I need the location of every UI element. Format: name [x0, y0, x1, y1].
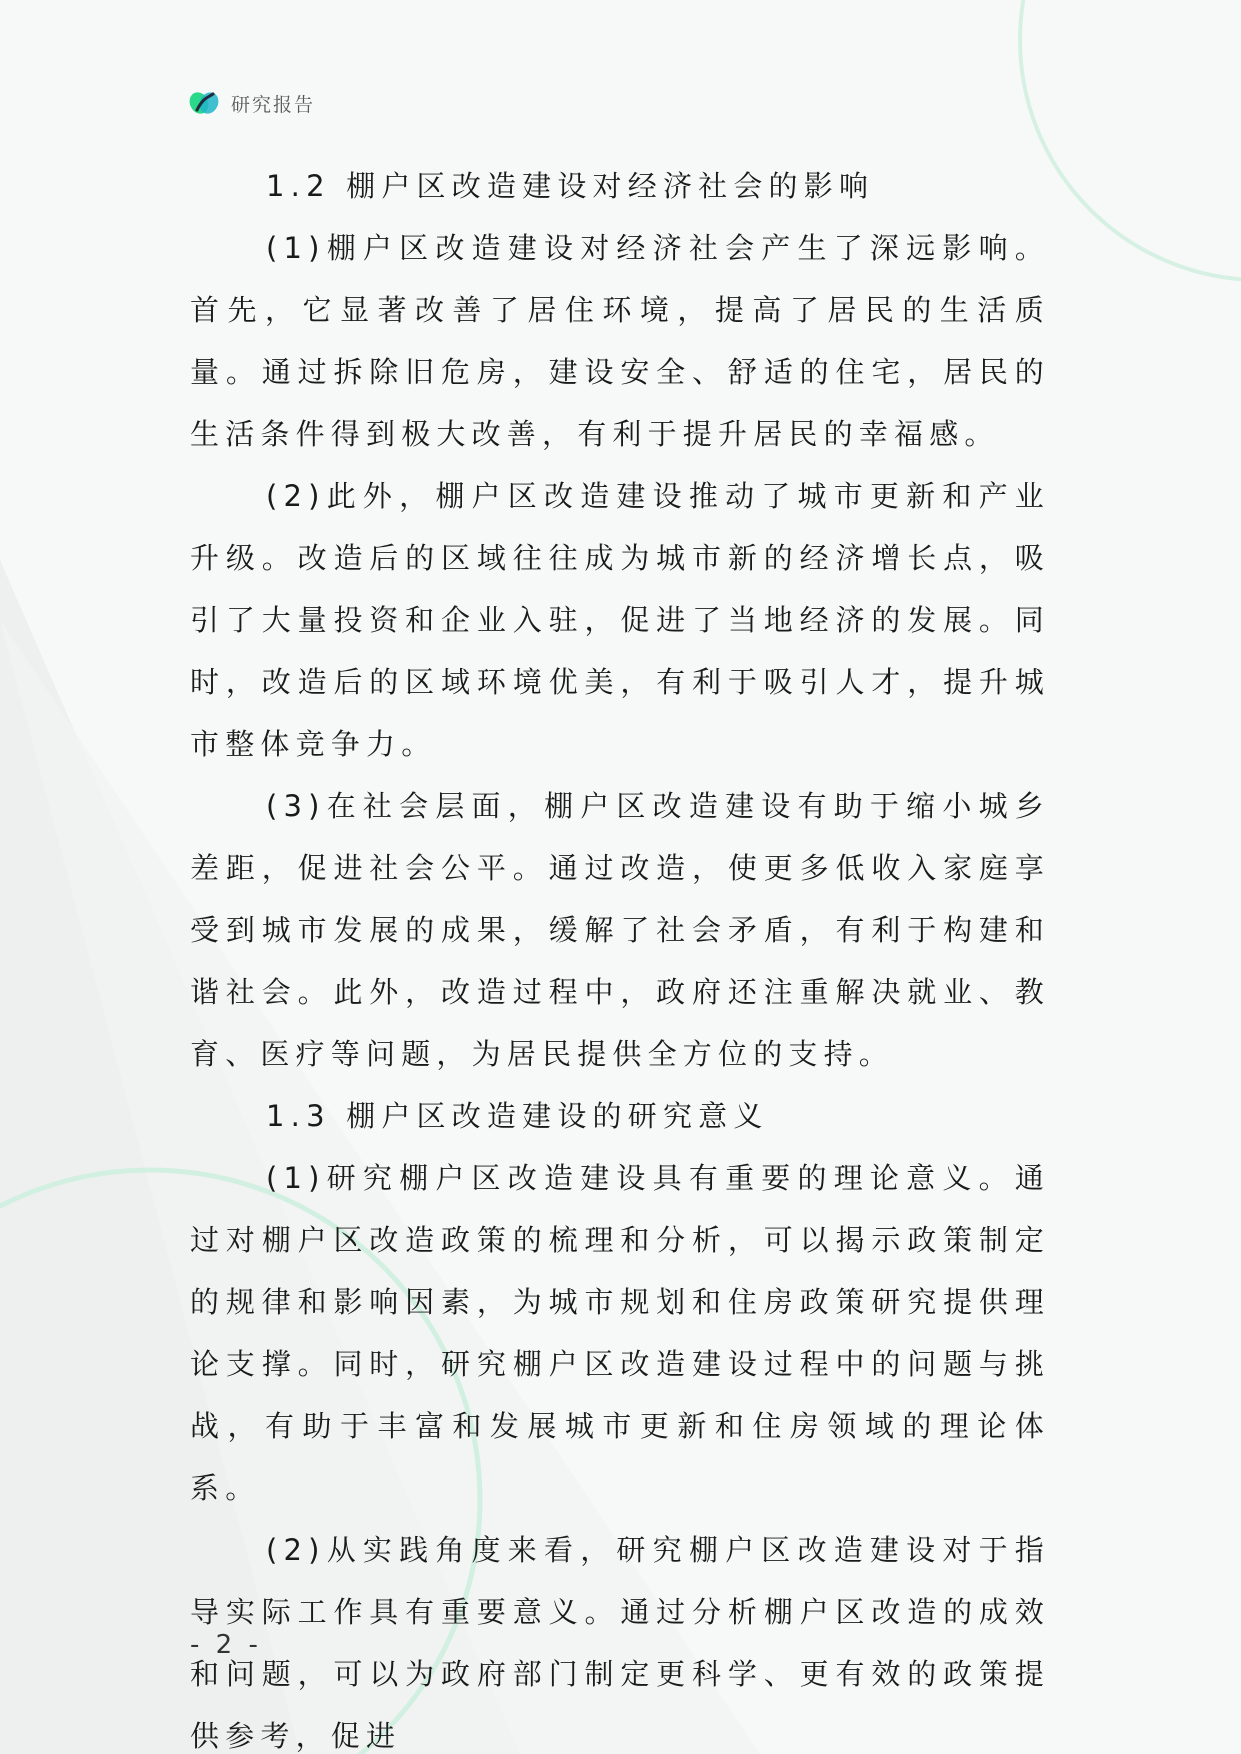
body-paragraph: (2)从实践角度来看，研究棚户区改造建设对于指导实际工作具有重要意义。通过分析棚户区改造的成效和问题，可以为政府部门制定更科学、更有效的政策提供参考，促进	[190, 1533, 1050, 1753]
page-number: - 2 -	[190, 1630, 262, 1660]
section-heading: 1.2 棚户区改造建设对经济社会的影响	[266, 169, 875, 203]
body-paragraph: (1)棚户区改造建设对经济社会产生了深远影响。首先，它显著改善了居住环境，提高了居民的生活质量。通过拆除旧危房，建设安全、舒适的住宅，居民的生活条件得到极大改善，有利于提升居民的幸福感。	[190, 231, 1050, 451]
report-header	[187, 88, 315, 118]
leaf-logo-icon	[187, 88, 223, 118]
section-heading: 1.3 棚户区改造建设的研究意义	[266, 1099, 769, 1133]
document-body	[190, 155, 1050, 1754]
body-paragraph: (1)研究棚户区改造建设具有重要的理论意义。通过对棚户区改造政策的梳理和分析，可以揭示政策制定的规律和影响因素，为城市规划和住房政策研究提供理论支撑。同时，研究棚户区改造建设过程中的问题与挑战，有助于丰富和发展城市更新和住房领域的理论体系。	[190, 1161, 1050, 1505]
report-title: 研究报告	[231, 93, 316, 116]
body-paragraph: (3)在社会层面，棚户区改造建设有助于缩小城乡差距，促进社会公平。通过改造，使更多低收入家庭享受到城市发展的成果，缓解了社会矛盾，有利于构建和谐社会。此外，改造过程中，政府还注重解决就业、教育、医疗等问题，为居民提供全方位的支持。	[190, 789, 1050, 1071]
body-paragraph: (2)此外，棚户区改造建设推动了城市更新和产业升级。改造后的区域往往成为城市新的经济增长点，吸引了大量投资和企业入驻，促进了当地经济的发展。同时，改造后的区域环境优美，有利于吸引人才，提升城市整体竞争力。	[190, 479, 1050, 761]
